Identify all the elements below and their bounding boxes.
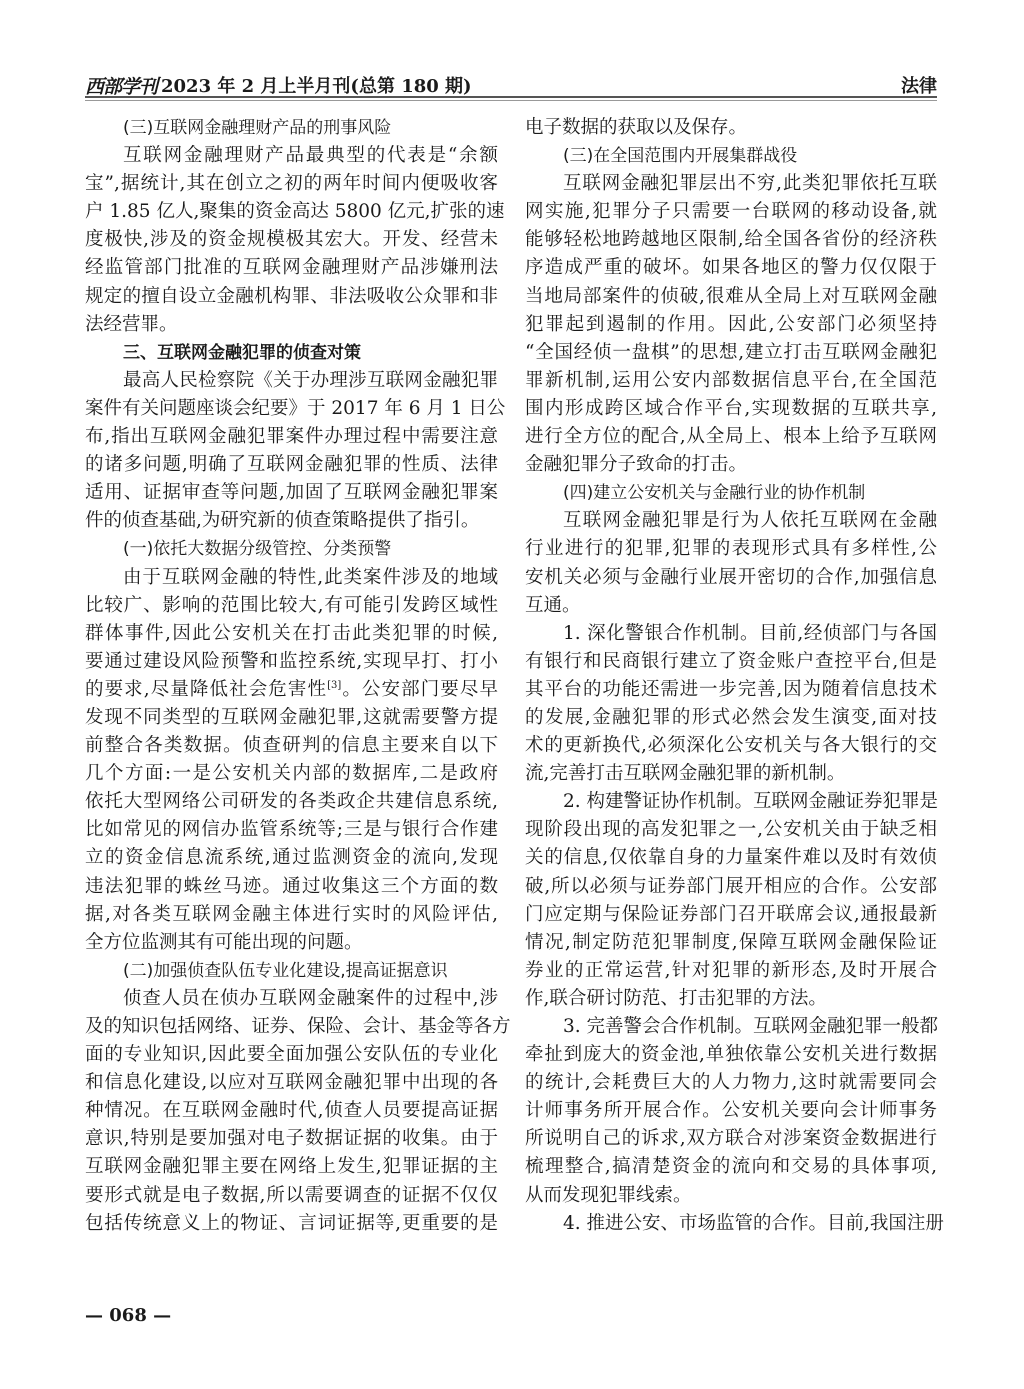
paragraph (85, 142, 505, 339)
text-line: 几个方面:一是公安机关内部的数据库,二是政府 (85, 763, 498, 785)
paragraph (525, 620, 937, 789)
text-line: 能够轻松地跨越地区限制,给全国各省份的经济秩 (525, 229, 937, 251)
text-line: 由于互联网金融的特性,此类案件涉及的地域 (123, 566, 498, 588)
text-line: 要通过建设风险预警和监控系统,实现早打、打小 (85, 650, 498, 672)
text-line: 券业的正常运营,针对犯罪的新形态,及时开展合 (525, 959, 937, 981)
text-line: 情况,制定防范犯罪制度,保障互联网金融保险证 (525, 931, 937, 953)
text-line: 案件有关问题座谈会纪要》于 2017 年 6 月 1 日公 (85, 397, 506, 419)
text-line: (三)互联网金融理财产品的刑事风险 (123, 118, 392, 138)
text-line: 2. 构建警证协作机制。互联网金融证券犯罪是 (563, 791, 939, 813)
text-line: 的要求,尽量降低社会危害性[3]。公安部门要尽早 (85, 678, 498, 700)
text-line: 犯罪起到遏制的作用。因此,公安部门必须坚持 (525, 313, 937, 335)
text-line: 序造成严重的破坏。如果各地区的警力仅仅限于 (525, 257, 937, 279)
text-line: 门应定期与保险证券部门召开联席会议,通报最新 (525, 903, 937, 925)
text-line: 的诸多问题,明确了互联网金融犯罪的性质、法律 (85, 454, 498, 476)
text-line: 3. 完善警会合作机制。互联网金融犯罪一般都 (563, 1016, 939, 1037)
text-line: 发现不同类型的互联网金融犯罪,这就需要警方提 (85, 706, 498, 728)
section-heading (525, 142, 937, 170)
text-line: 进行全方位的配合,从全局上、根本上给予互联网 (525, 426, 937, 448)
text-line: 1. 深化警银合作机制。目前,经侦部门与各国 (563, 622, 937, 644)
text-line: 现阶段出现的高发犯罪之一,公安机关由于缺乏相 (525, 819, 937, 841)
text-line: 术的更新换代,必须深化公安机关与各大银行的交 (525, 735, 937, 757)
text-line: 的统计,会耗费巨大的人力物力,这时就需要同会 (525, 1072, 937, 1094)
text-line: 包括传统意义上的物证、言词证据等,更重要的是 (85, 1212, 498, 1234)
text-line: (二)加强侦查队伍专业化建设,提高证据意识 (123, 960, 448, 981)
text-line: 所说明自己的诉求,双方联合对涉案资金数据进行 (525, 1128, 937, 1150)
text-line: 计师事务所开展合作。公安机关要向会计师事务 (525, 1100, 937, 1122)
text-line: 破,所以必须与证券部门展开相应的合作。公安部 (525, 875, 937, 897)
section-heading (85, 957, 498, 985)
paragraph (525, 788, 937, 1013)
paragraph (85, 367, 506, 536)
text-line: 梳理整合,搞清楚资金的流向和交易的具体事项, (525, 1156, 937, 1178)
section-label: 法律 (901, 76, 937, 97)
text-line: 宝”,据统计,其在创立之初的两年时间内便吸收客 (85, 173, 498, 195)
text-line: (三)在全国范围内开展集群战役 (563, 146, 798, 167)
text-line: 面的专业知识,因此要全面加强公安队伍的专业化 (85, 1044, 498, 1066)
text-line: 经监管部门批准的互联网金融理财产品涉嫌刑法 (85, 257, 498, 279)
text-line: 规定的擅自设立金融机构罪、非法吸收公众罪和非 (85, 285, 498, 307)
text-line: 违法犯罪的蛛丝马迹。通过收集这三个方面的数 (85, 875, 498, 897)
text-line: 从而发现犯罪线索。 (525, 1184, 692, 1206)
text-line: 度极快,涉及的资金规模极其宏大。开发、经营未 (85, 229, 498, 251)
text-line: 立的资金信息流系统,通过监测资金的流向,发现 (85, 847, 498, 869)
text-line: 互联网金融犯罪主要在网络上发生,犯罪证据的主 (85, 1156, 498, 1178)
text-line: 群体事件,因此公安机关在打击此类犯罪的时候, (85, 622, 498, 644)
text-line: 三、互联网金融犯罪的侦查对策 (123, 342, 361, 363)
text-line: 侦查人员在侦办互联网金融案件的过程中,涉 (123, 987, 498, 1009)
text-line: 意识,特别是要加强对电子数据证据的收集。由于 (85, 1128, 498, 1150)
text-line: 布,指出互联网金融犯罪案件办理过程中需要注意 (85, 426, 498, 448)
text-line: 据,对各类互联网金融主体进行实时的风险评估, (85, 903, 498, 925)
text-line: 当地局部案件的侦破,很难从全局上对互联网金融 (525, 285, 937, 307)
text-line: 安机关必须与金融行业展开密切的合作,加强信息 (525, 566, 937, 588)
text-line: 互通。 (525, 594, 581, 616)
text-line: 金融犯罪分子致命的打击。 (525, 454, 748, 476)
text-line: 适用、证据审查等问题,加固了互联网金融犯罪案 (85, 482, 498, 504)
text-line: 依托大型网络公司研发的各类政企共建信息系统, (85, 791, 498, 813)
text-line: 4. 推进公安、市场监管的合作。目前,我国注册 (563, 1212, 944, 1234)
journal-logo: 西部学刊 (85, 76, 158, 98)
text-line: 罪新机制,运用公安内部数据信息平台,在全国范 (525, 369, 937, 391)
text-line: 前整合各类数据。侦查研判的信息主要来自以下 (85, 735, 498, 757)
paragraph (525, 114, 937, 142)
text-line: 要形式就是电子数据,所以需要调查的证据不仅仅 (85, 1184, 498, 1206)
text-line: 件的侦查基础,为研究新的侦查策略提供了指引。 (85, 510, 480, 532)
text-line: 行业进行的犯罪,犯罪的表现形式具有多样性,公 (525, 538, 937, 560)
section-heading (85, 114, 498, 142)
text-line: 流,完善打击互联网金融犯罪的新机制。 (525, 763, 846, 785)
text-line: 网实施,犯罪分子只需要一台联网的移动设备,就 (525, 201, 937, 223)
text-line: 互联网金融犯罪是行为人依托互联网在金融 (563, 510, 937, 532)
citation-ref: [3] (327, 679, 342, 691)
section-heading (85, 339, 498, 367)
right-column (525, 114, 944, 1238)
text-line: 法经营罪。 (85, 313, 178, 335)
issue-info: 2023 年 2 月上半月刊(总第 180 期) (161, 76, 472, 97)
left-column (85, 114, 511, 1238)
text-line: 电子数据的获取以及保存。 (525, 117, 748, 138)
paragraph (525, 170, 937, 479)
section-heading (85, 535, 498, 563)
page-number: — 068 — (85, 1305, 172, 1326)
text-line: 互联网金融犯罪层出不穷,此类犯罪依托互联 (563, 173, 937, 195)
text-line: 户 1.85 亿人,聚集的资金高达 5800 亿元,扩张的速 (85, 201, 505, 223)
text-line: 牵扯到庞大的资金池,单独依靠公安机关进行数据 (525, 1044, 937, 1066)
paragraph (525, 1013, 937, 1210)
paragraph (525, 507, 937, 619)
text-line: 作,联合研讨防范、打击犯罪的方法。 (525, 987, 827, 1009)
text-line: 种情况。在互联网金融时代,侦查人员要提高证据 (85, 1100, 498, 1122)
header-rule (85, 96, 937, 101)
text-line: 其平台的功能还需进一步完善,因为随着信息技术 (525, 678, 937, 700)
text-line: “全国经侦一盘棋”的思想,建立打击互联网金融犯 (525, 341, 937, 363)
text-line: 比较广、影响的范围比较大,有可能引发跨区域性 (85, 594, 498, 616)
text-line: 围内形成跨区域合作平台,实现数据的互联共享, (525, 397, 937, 419)
text-line: 比如常见的网信办监管系统等;三是与银行合作建 (85, 819, 498, 841)
text-line: (四)建立公安机关与金融行业的协作机制 (563, 483, 866, 504)
text-line: 关的信息,仅依靠自身的力量案件难以及时有效侦 (525, 847, 937, 869)
text-line: (一)依托大数据分级管控、分类预警 (123, 539, 392, 560)
text-line: 有银行和民商银行建立了资金账户查控平台,但是 (525, 650, 937, 672)
text-line: 最高人民检察院《关于办理涉互联网金融犯罪 (123, 369, 498, 391)
text-line: 全方位监测其有可能出现的问题。 (85, 931, 363, 953)
paragraph (85, 985, 511, 1238)
paragraph (525, 1210, 944, 1238)
text-line: 的发展,金融犯罪的形式必然会发生演变,面对技 (525, 706, 937, 728)
text-line: 及的知识包括网络、证券、保险、会计、基金等各方 (85, 1016, 511, 1037)
section-heading (525, 479, 937, 507)
text-line: 和信息化建设,以应对互联网金融犯罪中出现的各 (85, 1072, 498, 1094)
paragraph (85, 564, 498, 957)
text-line: 互联网金融理财产品最典型的代表是“余额 (123, 145, 498, 167)
